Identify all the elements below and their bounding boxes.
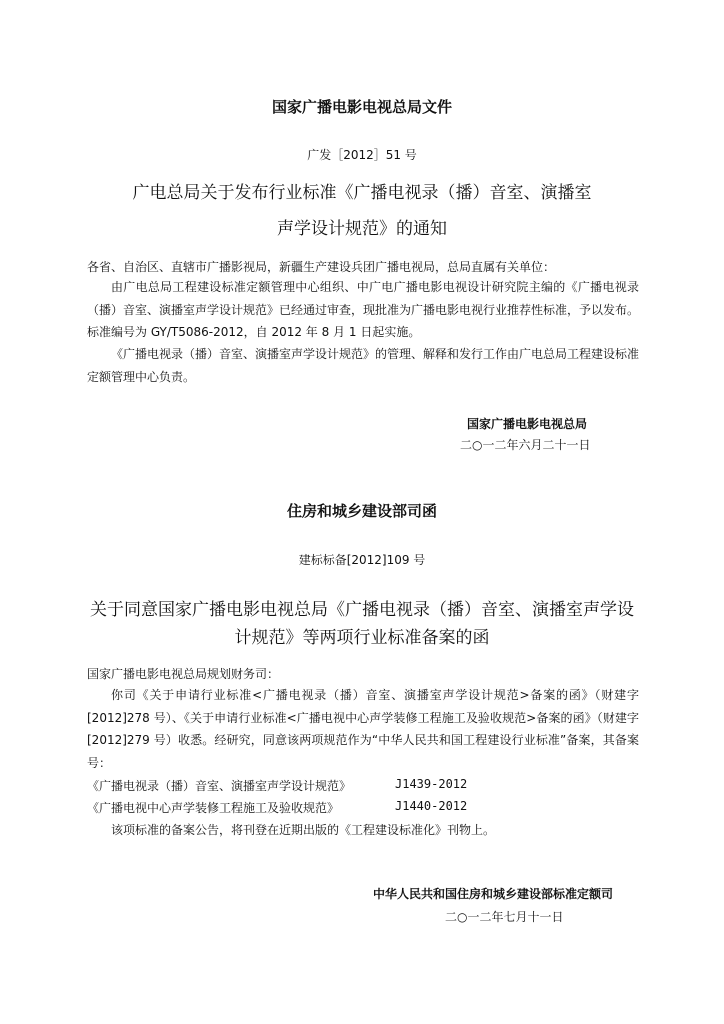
doc2-paragraph-2: 该项标准的备案公告，将刊登在近期出版的《工程建设标准化》刊物上。 [111, 823, 496, 837]
doc2-paragraph-1: 你司《关于申请行业标准<广播电视录（播）音室、演播室声学设计规范>备案的函》（财建字[2012]278 号）、《关于申请行业标准<广播电视中心声学装修工程施工及验收规范>备案的函》（财建字[2012]279 号）收悉。经研究，同意该两项规范作为“中华人民共和国工程建设行业标准”备案，其备案号： [87, 688, 639, 770]
doc2-addressee: 国家广播电影电视总局规划财务司： [87, 667, 280, 681]
doc2-date: 二○一二年七月十一日 [445, 910, 564, 924]
doc2-subject-line1: 关于同意国家广播电影电视总局《广播电视录（播）音室、演播室声学设 [90, 600, 634, 620]
doc1-paragraph-2: 《广播电视录（播）音室、演播室声学设计规范》的管理、解释和发行工作由广电总局工程建设标准定额管理中心负责。 [87, 347, 640, 384]
doc2-number: 建标标备[2012]109 号 [298, 553, 426, 567]
standard-1-name: 《广播电视录（播）音室、演播室声学设计规范》 [87, 779, 352, 793]
standard-2-name: 《广播电视中心声学装修工程施工及验收规范》 [87, 801, 340, 815]
doc2-title: 住房和城乡建设部司函 [286, 502, 437, 520]
standard-2-code: J1440-2012 [395, 799, 468, 813]
doc2-subject-line2: 计规范》等两项行业标准备案的函 [234, 628, 490, 648]
doc2-signer: 中华人民共和国住房和城乡建设部标准定额司 [373, 887, 614, 901]
doc1-addressee: 各省、自治区、直辖市广播影视局，新疆生产建设兵团广播电视局，总局直属有关单位： [87, 260, 556, 274]
doc1-title: 国家广播电影电视总局文件 [271, 98, 452, 116]
doc1-subject-line2: 声学设计规范》的通知 [277, 219, 447, 239]
standard-1-code: J1439-2012 [395, 777, 468, 791]
doc1-subject-line1: 广电总局关于发布行业标准《广播电视录（播）音室、演播室 [132, 183, 592, 203]
doc1-signer: 国家广播电影电视总局 [467, 417, 588, 431]
doc1-date: 二○一二年六月二十一日 [460, 438, 591, 452]
doc1-number: 广发［2012］51 号 [307, 148, 417, 162]
doc1-paragraph-1: 由广电总局工程建设标准定额管理中心组织、中广电广播电影电视设计研究院主编的《广播电视录（播）音室、演播室声学设计规范》已经通过审查，现批准为广播电影电视行业推荐性标准，予以发布。标准编号为 GY/T5086-2012，自 2012 年 8 月 1 日起实施。 [87, 280, 640, 339]
